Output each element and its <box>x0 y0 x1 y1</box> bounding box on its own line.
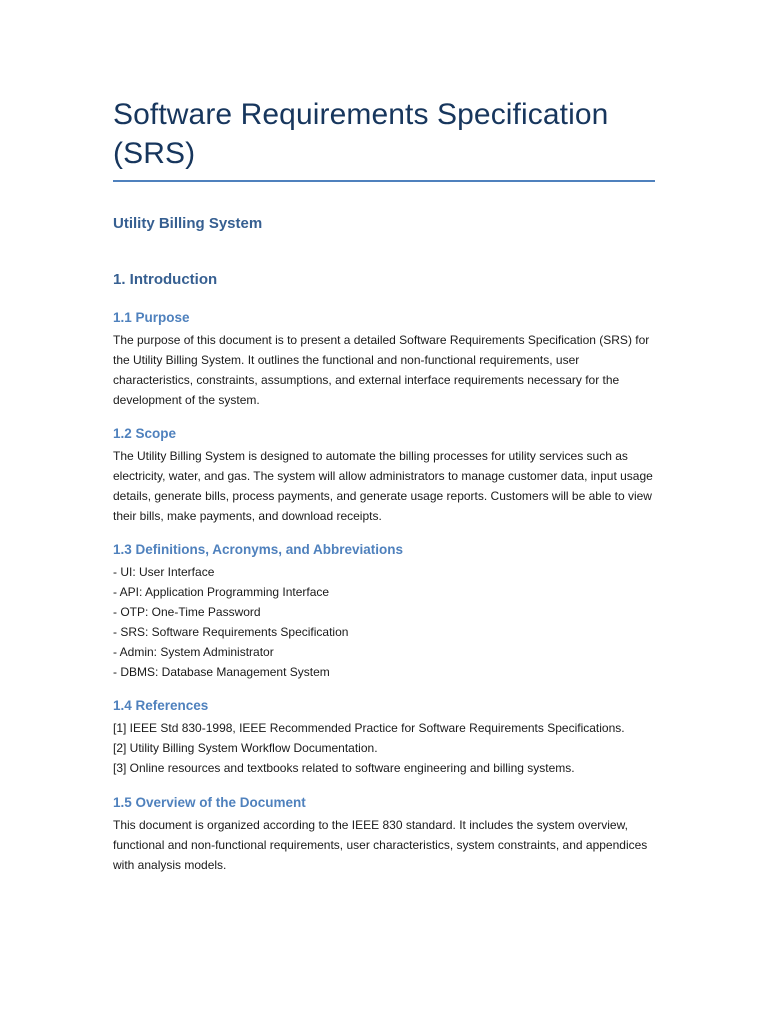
document-title: Software Requirements Specification (SRS) <box>113 98 609 170</box>
references-list <box>113 718 655 778</box>
definitions-list <box>113 562 655 682</box>
definition-item: - Admin: System Administrator <box>113 645 274 659</box>
section-heading-scope: 1.2 Scope <box>113 426 177 441</box>
section-heading-references: 1.4 References <box>113 698 209 713</box>
purpose-paragraph: The purpose of this document is to present a detailed Software Requirements Specification (SRS) for the Utility Billing System. It outlines the functional and non-functional requirements, user characteristics, constraints, assumptions, and external interface requirements necessary for the development of the system. <box>113 333 650 407</box>
definition-item: - DBMS: Database Management System <box>113 665 330 679</box>
reference-item: [1] IEEE Std 830-1998, IEEE Recommended Practice for Software Requirements Specifications. <box>113 721 625 735</box>
section-heading-definitions: 1.3 Definitions, Acronyms, and Abbreviations <box>113 542 404 557</box>
section-heading-overview: 1.5 Overview of the Document <box>113 795 306 810</box>
reference-item: [2] Utility Billing System Workflow Documentation. <box>113 741 378 755</box>
reference-item: [3] Online resources and textbooks related to software engineering and billing systems. <box>113 761 575 775</box>
title-underline <box>113 180 655 182</box>
definition-item: - API: Application Programming Interface <box>113 585 330 599</box>
scope-paragraph: The Utility Billing System is designed to automate the billing processes for utility services such as electricity, water, and gas. The system will allow administrators to manage customer data, input usage details, generate bills, process payments, and generate usage reports. Customers will be able to view their bills, make payments, and download receipts. <box>113 449 653 523</box>
overview-paragraph: This document is organized according to the IEEE 830 standard. It includes the system overview, functional and non-functional requirements, user characteristics, system constraints, and appendices with analysis models. <box>113 818 648 872</box>
section-heading-introduction: 1. Introduction <box>113 271 218 288</box>
section-heading-purpose: 1.1 Purpose <box>113 310 190 325</box>
definition-item: - SRS: Software Requirements Specification <box>113 625 349 639</box>
definition-item: - OTP: One-Time Password <box>113 605 261 619</box>
definition-item: - UI: User Interface <box>113 565 215 579</box>
document-subtitle: Utility Billing System <box>113 215 263 232</box>
